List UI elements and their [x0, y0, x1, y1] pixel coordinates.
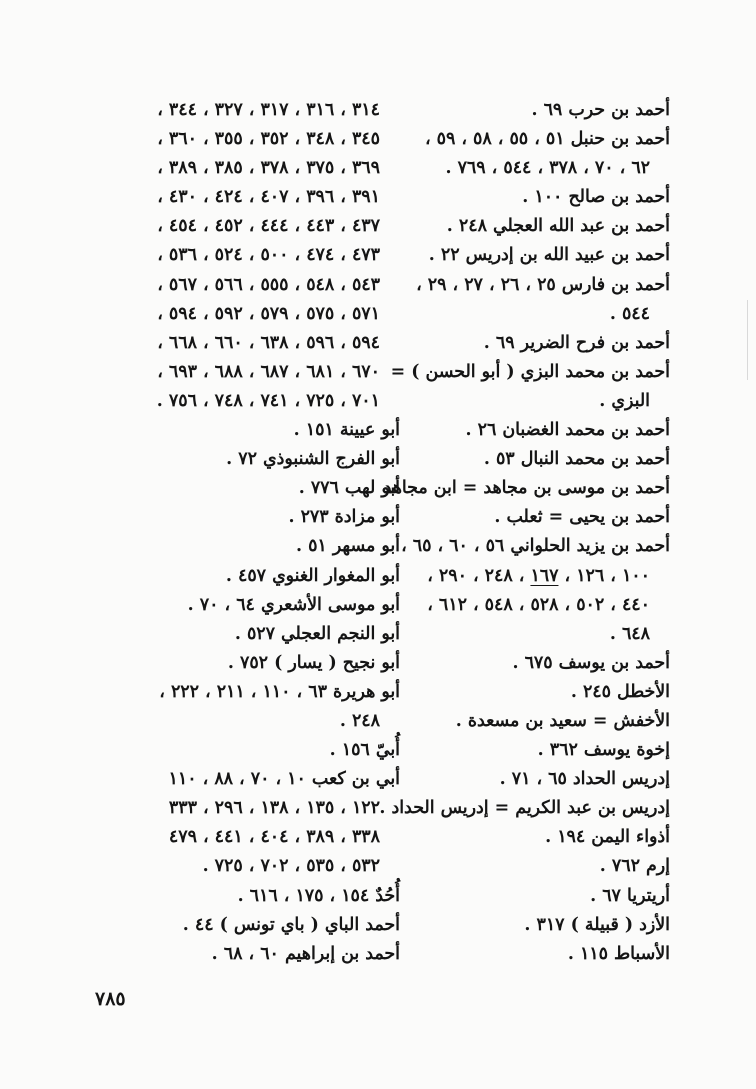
index-entry: إخوة يوسف ٣٦٢ . — [537, 740, 670, 761]
index-entry-continuation: ٥٣٢ ، ٥٣٥ ، ٧٠٢ ، ٧٢٥ . — [202, 856, 380, 877]
index-entry: أبو المغوار الغنوي ٤٥٧ . — [225, 565, 400, 586]
index-entry-continuation: ٤٤٠ ، ٥٠٢ ، ٥٢٨ ، ٥٤٨ ، ٦١٢ ، — [427, 594, 650, 615]
index-entry: أحمد بن محمد البزي ( أبو الحسن ) = — [390, 361, 670, 382]
index-entry: أبو نجيح ( يسار ) ٧٥٢ . — [227, 652, 400, 673]
index-entry: أحمد بن عبد الله العجلي ٢٤٨ . — [446, 216, 670, 237]
index-entry: أبو عيينة ١٥١ . — [293, 420, 400, 441]
page-number: ٧٨٥ — [95, 988, 126, 1010]
index-entry: أحمد الباي ( باي تونس ) ٤٤ . — [182, 914, 400, 935]
index-entry: أحمد بن يحيى = ثعلب . — [494, 507, 670, 528]
index-entry: أبو هريرة ٦٣ ، ١١٠ ، ٢١١ ، ٢٢٢ ، — [159, 681, 400, 702]
index-entry-continuation: ٥٩٤ ، ٥٩٦ ، ٦٣٨ ، ٦٦٠ ، ٦٦٨ ، — [157, 332, 380, 353]
index-entry-continuation: ٦٧٠ ، ٦٨١ ، ٦٨٧ ، ٦٨٨ ، ٦٩٣ ، — [157, 361, 380, 382]
index-entry: أبي بن كعب ١٠ ، ٧٠ ، ٨٨ ، ١١٠ — [168, 769, 400, 790]
index-entry-continuation: ٦٤٨ . — [609, 623, 650, 644]
index-entry: أحمد بن عبيد الله بن إدريس ٢٢ . — [428, 245, 670, 266]
page-edge-mark — [747, 300, 748, 380]
index-entry: أحمد بن موسى بن مجاهد = ابن مجاهد — [383, 478, 670, 499]
index-entry-continuation: ٦٢ ، ٧٠ ، ٣٧٨ ، ٥٤٤ ، ٧٦٩ . — [445, 158, 650, 179]
index-entry: الأزد ( قبيلة ) ٣١٧ . — [524, 914, 670, 935]
index-entry: أحمد بن صالح ١٠٠ . — [522, 187, 670, 208]
index-entry: أبو مزادة ٢٧٣ . — [288, 507, 400, 528]
index-entry: الأسباط ١١٥ . — [567, 943, 670, 964]
index-entry-continuation: البزي . — [599, 390, 650, 411]
index-entry: أُحُدٌ ١٥٤ ، ١٧٥ ، ٦١٦ . — [237, 885, 400, 906]
index-entry: إدريس الحداد ٦٥ ، ٧١ . — [499, 769, 670, 790]
index-entry: أحمد بن يزيد الحلواني ٥٦ ، ٦٠ ، ٦٥ ، — [401, 536, 670, 557]
index-entry-continuation: ٣٦٩ ، ٣٧٥ ، ٣٧٨ ، ٣٨٥ ، ٣٨٩ ، — [157, 158, 380, 179]
index-entry-continuation: ١٢٢ ، ١٣٥ ، ١٣٨ ، ٢٩٦ ، ٣٣٣ — [168, 798, 380, 819]
index-entry: أبو النجم العجلي ٥٢٧ . — [234, 623, 400, 644]
index-entry: أبو موسى الأشعري ٦٤ ، ٧٠ . — [187, 594, 400, 615]
underlined-page-ref: ١٦٧ — [530, 565, 559, 586]
index-entry-continuation: ٤٣٧ ، ٤٤٣ ، ٤٤٤ ، ٤٥٢ ، ٤٥٤ ، — [157, 216, 380, 237]
page-refs-before: ١٠٠ ، ١٢٦ ، — [558, 565, 650, 586]
index-column-left — [70, 96, 400, 969]
index-entry: أُبيّ ١٥٦ . — [329, 740, 400, 761]
index-entry: أبو لهب ٧٧٦ . — [298, 478, 400, 499]
index-entry: أحمد بن حرب ٦٩ . — [531, 100, 670, 120]
index-entry: أحمد بن فرح الضرير ٦٩ . — [483, 332, 670, 353]
index-entry: أحمد بن يوسف ٦٧٥ . — [512, 652, 670, 673]
index-entry: الأخفش = سعيد بن مسعدة . — [455, 710, 670, 731]
index-entry: أحمد بن محمد النبال ٥٣ . — [483, 449, 670, 470]
index-entry: أحمد بن فارس ٢٥ ، ٢٦ ، ٢٧ ، ٢٩ ، — [416, 274, 670, 295]
index-entry: أريتريا ٦٧ . — [590, 885, 670, 906]
index-entry-continuation: ٥٤٤ . — [609, 303, 650, 324]
index-entry: أبو مسهر ٥١ . — [295, 536, 400, 557]
index-entry: أحمد بن حنبل ٥١ ، ٥٥ ، ٥٨ ، ٥٩ ، — [424, 129, 670, 150]
index-entry: أذواء اليمن ١٩٤ . — [545, 827, 670, 848]
index-entry: إدريس بن عبد الكريم = إدريس الحداد . — [379, 798, 670, 819]
index-entry: الأخطل ٢٤٥ . — [570, 681, 670, 702]
index-entry: أحمد بن محمد الغضبان ٢٦ . — [465, 420, 670, 441]
index-entry-continuation: ٣٣٨ ، ٣٨٩ ، ٤٠٤ ، ٤٤١ ، ٤٧٩ — [168, 827, 380, 848]
index-entry-continuation: ٣٩١ ، ٣٩٦ ، ٤٠٧ ، ٤٢٤ ، ٤٣٠ ، — [157, 187, 380, 208]
index-entry-continuation: ٣١٤ ، ٣١٦ ، ٣١٧ ، ٣٢٧ ، ٣٤٤ ، — [157, 100, 380, 120]
index-entry-continuation: ٣٤٥ ، ٣٤٨ ، ٣٥٢ ، ٣٥٥ ، ٣٦٠ ، — [157, 129, 380, 150]
index-entry-continuation: ٥٤٣ ، ٥٤٨ ، ٥٥٥ ، ٥٦٦ ، ٥٦٧ ، — [157, 274, 380, 295]
index-entry-continuation: ٥٧١ ، ٥٧٥ ، ٥٧٩ ، ٥٩٢ ، ٥٩٤ ، — [157, 303, 380, 324]
index-entry-continuation: ٤٧٣ ، ٤٧٤ ، ٥٠٠ ، ٥٢٤ ، ٥٣٦ ، — [157, 245, 380, 266]
index-entry: أبو الفرج الشنبوذي ٧٢ . — [226, 449, 400, 470]
index-entry-continuation: ٢٤٨ . — [339, 710, 380, 731]
index-entry-continuation: ٧٠١ ، ٧٢٥ ، ٧٤١ ، ٧٤٨ ، ٧٥٦ . — [156, 390, 380, 411]
index-entry: إرم ٧٦٢ . — [599, 856, 670, 877]
index-entry: أحمد بن إبراهيم ٦٠ ، ٦٨ . — [211, 943, 400, 964]
page-refs-after: ، ٢٤٨ ، ٢٩٠ ، — [427, 565, 531, 586]
